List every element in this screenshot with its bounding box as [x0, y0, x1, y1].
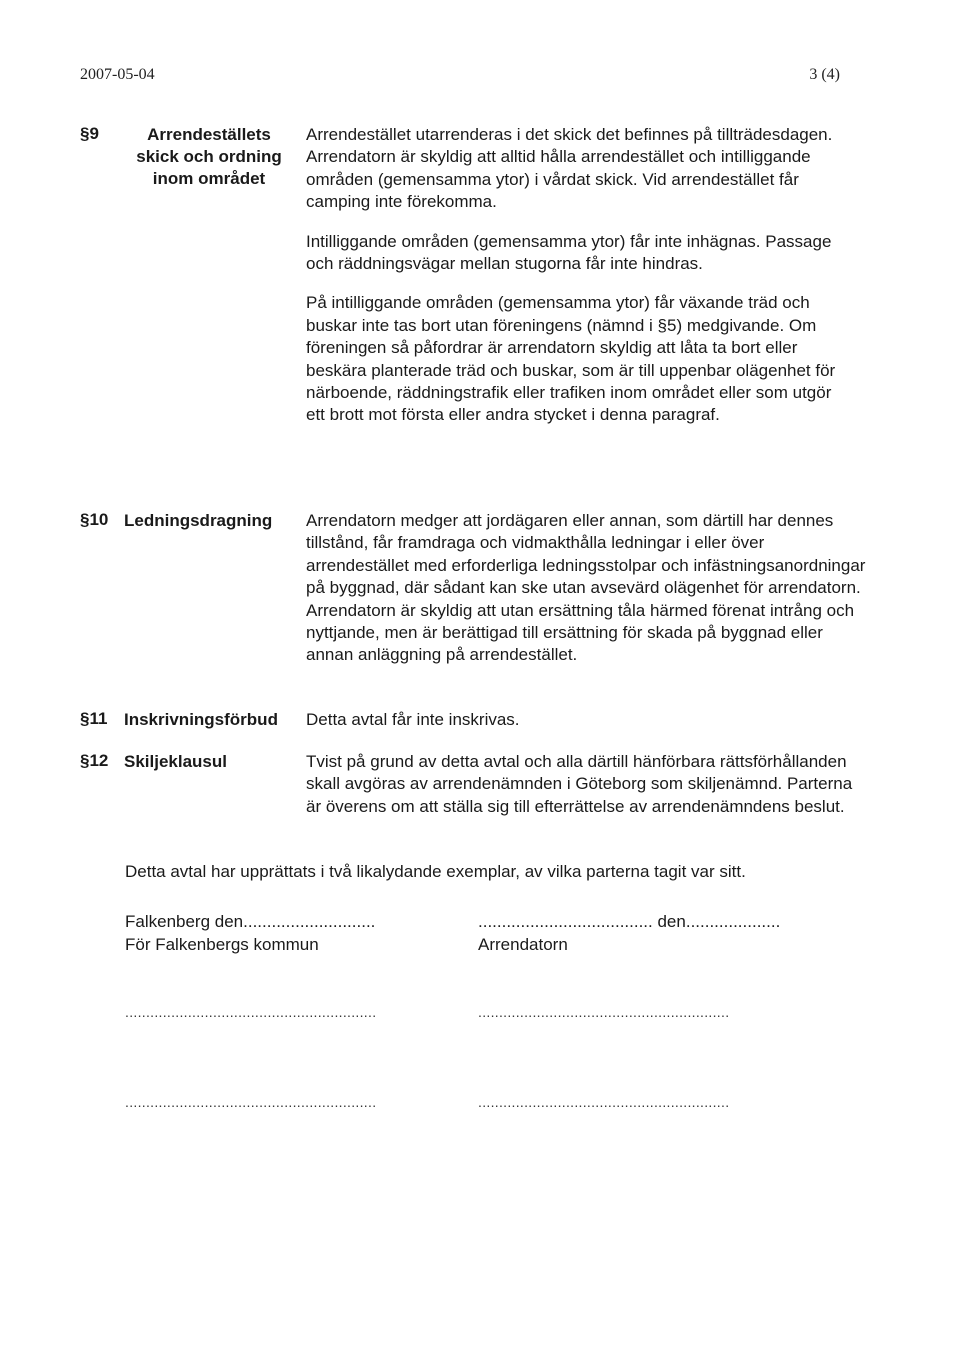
section-paragraph: Intilliggande områden (gemensamma ytor) får inte inhägnas. Passage och räddningsvägar mellan stugorna får inte hindras. — [306, 231, 832, 274]
section-title-line: inom området — [152, 169, 266, 188]
section-title-line: Arrendeställets — [147, 125, 271, 144]
section-title — [124, 510, 314, 532]
section-title-line: Skiljeklausul — [124, 752, 227, 771]
signature-place-date: ..................................... den.................... — [478, 912, 781, 931]
section-paragraph: Tvist på grund av detta avtal och alla därtill hänförbara rättsförhållanden skall avgöras av arrendenämnden i Göteborg som skiljenämnd. Parterna är överens om att ställa sig till efterrättelse av arrendenämndens beslut. — [306, 752, 853, 816]
section-title-line: Inskrivningsförbud — [124, 710, 278, 729]
signature-party: Arrendatorn — [478, 935, 568, 954]
section-paragraph: Arrendestället utarrenderas i det skick det befinnes på tillträdesdagen. Arrendatorn är skyldig att alltid hålla arrendestället och intilliggande områden (gemensamma ytor) i vårdat skick. Vid arrendestället får camping inte förekomma. — [306, 125, 833, 212]
closing-statement: Detta avtal har upprättats i två likalydande exemplar, av vilka parterna tagit var sitt. — [125, 862, 746, 881]
header-page-number: 3 (4) — [809, 66, 840, 83]
section-number: §10 — [80, 510, 109, 529]
section-body — [306, 124, 854, 427]
name-clarification-line: ............................................................ — [125, 1094, 377, 1110]
section-body — [306, 751, 866, 818]
signature-block-tenant — [478, 910, 780, 956]
section-body — [306, 709, 866, 731]
section-title — [124, 124, 294, 190]
section-title — [124, 751, 314, 773]
section-title — [124, 709, 314, 731]
section-paragraph: Detta avtal får inte inskrivas. — [306, 710, 520, 729]
section-number: §9 — [80, 124, 99, 143]
signature-party: För Falkenbergs kommun — [125, 935, 319, 954]
section-number: §12 — [80, 751, 109, 770]
section-paragraph: Arrendatorn medger att jordägaren eller annan, som därtill har dennes tillstånd, får framdraga och vidmakthålla ledningar i eller över arrendestället med erforderliga ledningsstolpar och infästningsanordningar på byggnad, där sådant kan ske utan avsevärd olägenhet för arrendatorn. Arrendatorn är skyldig att utan ersättning tåla härmed förenat intrång och nyttjande, men är berättigad till ersättning för skada på byggnad eller annan anläggning på arrendestället. — [306, 511, 866, 665]
section-title-line: skick och ordning — [136, 147, 282, 166]
header-date: 2007-05-04 — [80, 66, 155, 83]
section-paragraph: På intilliggande områden (gemensamma ytor) får växande träd och buskar inte tas bort utan föreningens (nämnd i §5) medgivande. Om föreningen så påfordrar är arrendatorn skyldig att låta ta bort eller beskära planterade träd och buskar, som är till uppenbar olägenhet för närboende, räddningstrafik eller trafiken inom området eller som utgör ett brott mot första eller andra stycket i denna paragraf. — [306, 293, 836, 425]
name-clarification-line: ............................................................ — [478, 1094, 730, 1110]
signature-line: ............................................................ — [125, 1004, 377, 1020]
section-number: §11 — [80, 709, 108, 728]
signature-block-municipality — [125, 910, 375, 956]
section-body — [306, 510, 866, 667]
signature-line: ............................................................ — [478, 1004, 730, 1020]
section-title-line: Ledningsdragning — [124, 511, 273, 530]
signature-place-date: Falkenberg den............................ — [125, 912, 376, 931]
